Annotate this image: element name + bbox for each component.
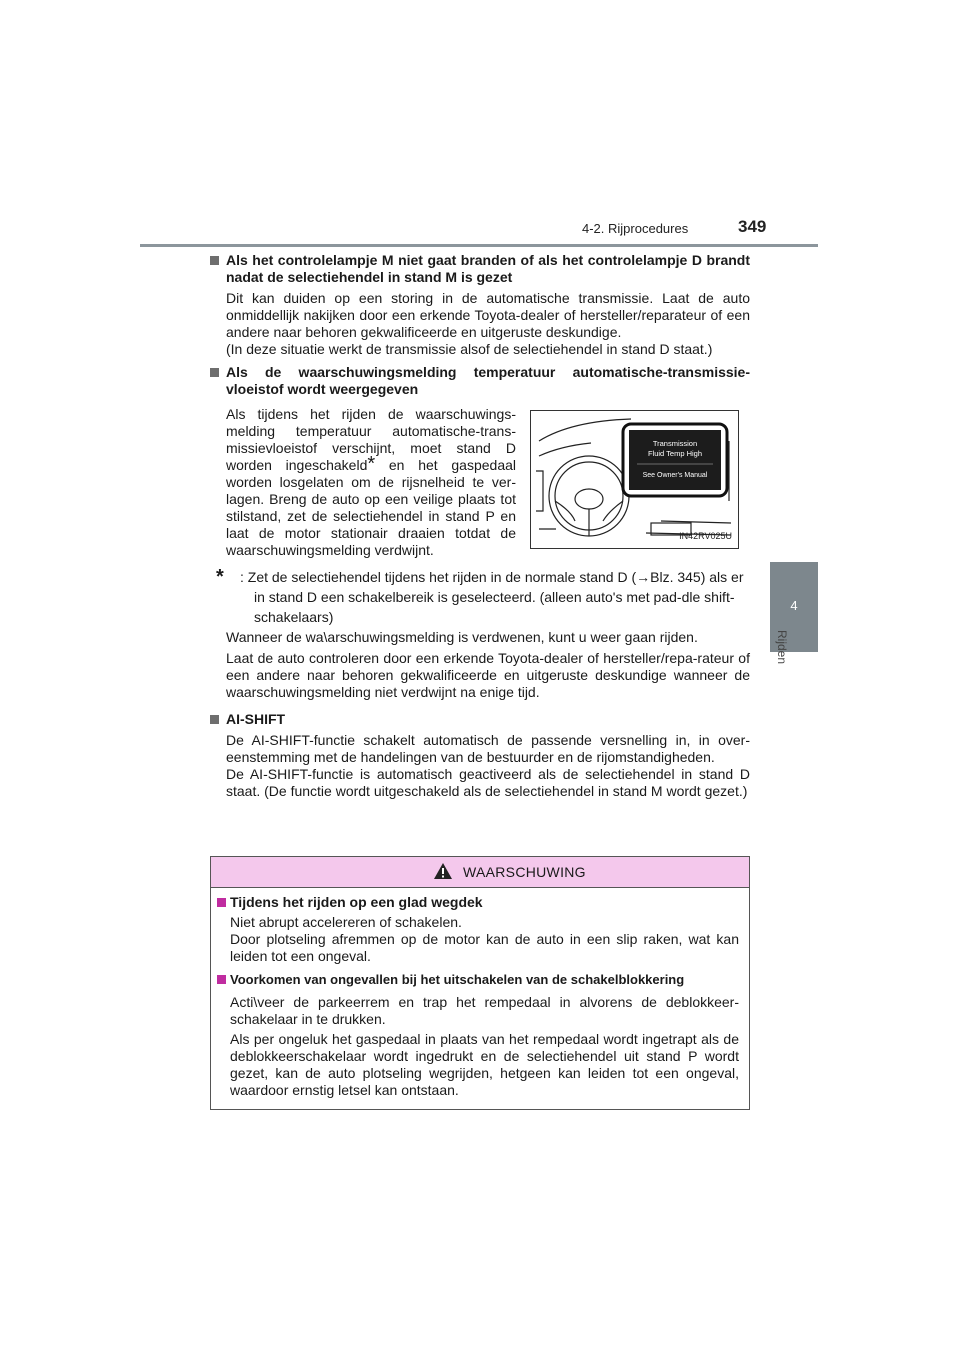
bullet-square-icon [210,715,219,724]
warning-paragraph: Acti\veer de parkeerrem en trap het rempedaal in alvorens de deblokkeer-schakelaar in te drukken. [230,994,739,1027]
display-line: See Owner's Manual [642,472,708,479]
chapter-number: 4 [790,598,798,613]
section-heading: Als de waarschuwingsmelding temperatuur automatische-transmissie-vloeistof wordt weergegeven [210,364,750,398]
warning-item-heading: Voorkomen van ongevallen bij het uitschakelen van de schakelblokkering [217,971,739,988]
warning-header [211,857,749,888]
paragraph: Dit kan duiden op een storing in de automatische transmissie. Laat de auto onmiddellijk nakijken door een erkende Toyota-dealer of hersteller/reparateur of een andere naar behoren gekwalificeerde en uitgeruste deskundige. [226,290,750,340]
paragraph: Wanneer de wa\arschuwingsmelding is verdwenen, kunt u weer gaan rijden. [226,629,698,645]
warning-paragraph: Als per ongeluk het gaspedaal in plaats van het rempedaal wordt ingetrapt als de deblokkeerschakelaar wordt ingedrukt en de selectiehendel uit stand P wordt gezet, kan de auto plotseling wegrijden, hetgeen kan leiden tot een ongeval, waardoor ernstig letsel kan ontstaan. [230,1031,739,1098]
footnote-marker: * [216,566,224,588]
bullet-square-icon [210,256,219,265]
main-content [210,252,750,800]
figure-code: IN42RV025U [679,531,732,541]
chapter-label: Rijden [775,630,789,665]
section-heading: AI-SHIFT [210,711,750,728]
display-line: Transmission [652,439,698,448]
footnote-marker: * [367,453,376,475]
footnote: * : Zet de selectiehendel tijdens het rijden in de normale stand D (→Blz. 345) als er in stand D een schakelbereik is geselecteerd. (alleen auto's met pad-dle shift-schakelaars) [216,566,744,625]
warning-paragraph: Door plotseling afremmen op de motor kan de auto in een slip raken, wat kan leiden tot een ongeval. [230,931,739,964]
figure-row [210,406,750,559]
paragraph: Laat de auto controleren door een erkende Toyota-dealer of hersteller/repa-rateur of een andere naar behoren gekwalificeerde en uitgeruste deskundige wanneer de waarschuwingsmelding niet verdwijnt na enige tijd. [226,650,750,700]
dashboard-illustration [530,410,739,549]
display-line: Fluid Temp High [647,449,703,458]
warning-triangle-icon [433,862,453,880]
warning-body [211,888,749,1099]
page-number: 349 [738,217,767,236]
paragraph: (In deze situatie werkt de transmissie alsof de selectiehendel in stand D staat.) [226,341,713,357]
section-title: 4-2. Rijprocedures [582,221,689,236]
figure-caption-text: Als tijdens het rijden de waarschuwings-melding temperatuur automatische-trans-missievloeistof verschijnt, moet stand D worden ingeschakeld* en het gaspedaal worden losgelaten om de rijsnelheid te ver-lagen. Breng de auto op een veilige plaats tot stilstand, zet de selectiehendel in stand P en laat de motor stationair draaien totdat de waarschuwingsmelding verdwijnt. [226,406,516,558]
header-divider [140,244,818,247]
warning-paragraph: Niet abrupt accelereren of schakelen. [230,914,462,930]
bullet-square-icon [217,975,226,984]
section-heading: Als het controlelampje M niet gaat branden of als het controlelampje D brandt nadat de selectiehendel in stand M is gezet [210,252,750,286]
bullet-square-icon [217,898,226,907]
bullet-square-icon [210,368,219,377]
warning-item-heading: Tijdens het rijden op een glad wegdek [217,894,739,911]
warning-title: WAARSCHUWING [463,864,586,880]
paragraph: De AI-SHIFT-functie is automatisch geactiveerd als de selectiehendel in stand D staat. (De functie wordt uitgeschakeld als de selectiehendel in stand M wordt gezet.) [226,766,750,799]
paragraph: De AI-SHIFT-functie schakelt automatisch de passende versnelling in, in over-eenstemming met de handelingen van de bestuurder en de rijomstandigheden. [226,732,750,765]
warning-box [210,856,750,1110]
